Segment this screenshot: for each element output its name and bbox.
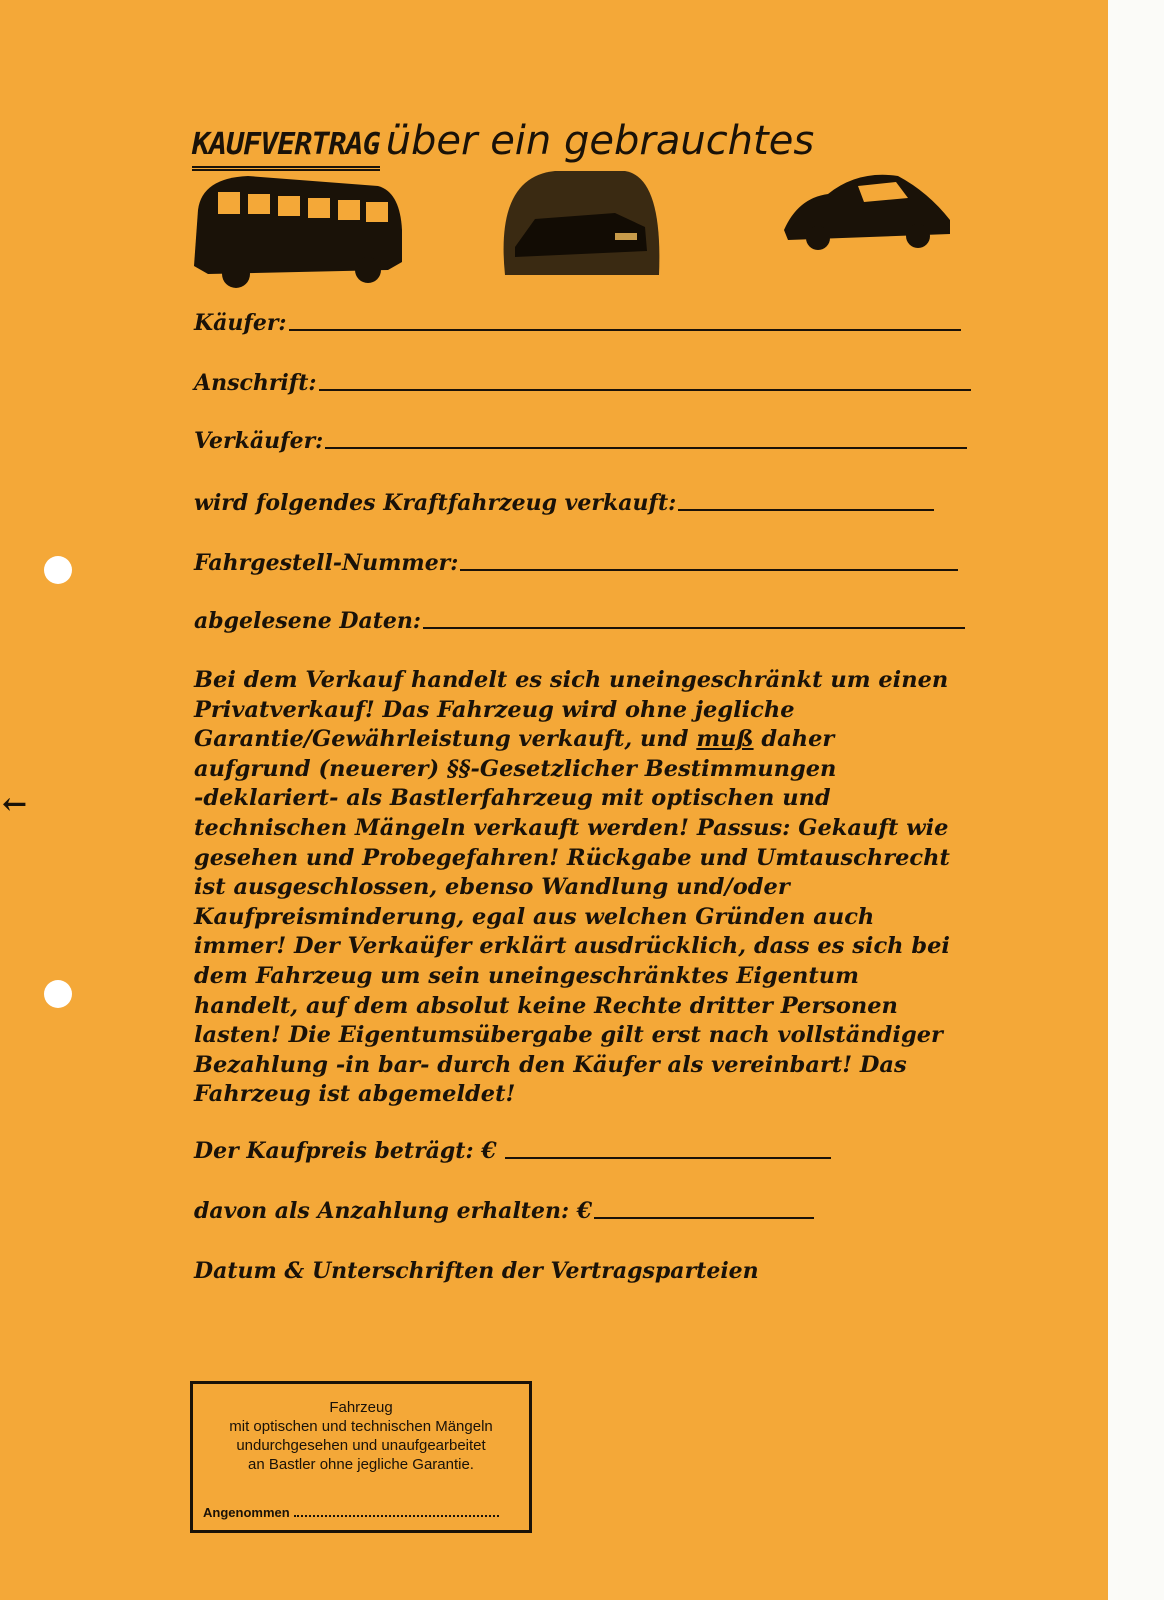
terms-line: Bei dem Verkauf handelt es sich uneingeschränkt um einen (194, 667, 949, 693)
disclaimer-stamp (190, 1381, 532, 1533)
accepted-label: Angenommen (203, 1505, 290, 1520)
terms-line: ist ausgeschlossen, ebenso Wandlung und/oder (194, 874, 790, 901)
punch-hole (44, 556, 72, 584)
read-data-input-line[interactable] (423, 626, 965, 629)
vehicle-field[interactable] (194, 490, 934, 516)
address-input-line[interactable] (319, 388, 971, 391)
terms-line: lasten! Die Eigentumsübergabe gilt erst nach vollständiger (194, 1022, 943, 1049)
deposit-field[interactable] (194, 1198, 814, 1224)
address-field[interactable] (194, 370, 971, 396)
terms-line-text: daher (761, 726, 835, 753)
terms-line: handelt, auf dem absolut keine Rechte dritter Personen (194, 992, 898, 1019)
field-label: Anschrift: (194, 370, 317, 396)
read-data-field[interactable] (194, 608, 965, 634)
chassis-number-field[interactable] (194, 550, 958, 576)
accepted-signature-line[interactable] (294, 1515, 499, 1517)
punch-hole (44, 980, 72, 1008)
stamp-line: Fahrzeug (329, 1399, 393, 1416)
terms-line: Fahrzeug ist abgemeldet! (194, 1081, 516, 1108)
terms-line: dem Fahrzeug um sein uneingeschränktes Eigentum (194, 962, 859, 989)
terms-line: aufgrund (neuerer) §§-Gesetzlicher Bestimmungen (194, 755, 837, 782)
stamp-line: an Bastler ohne jegliche Garantie. (248, 1456, 474, 1473)
buyer-input-line[interactable] (289, 328, 961, 331)
terms-line: Bezahlung -in bar- durch den Käufer als vereinbart! Das (194, 1051, 907, 1078)
terms-line (194, 725, 950, 755)
title-brand: KAUFVERTRAG (192, 127, 380, 171)
underlined-word: muß (696, 726, 754, 753)
margin-arrow: ← (2, 787, 28, 822)
stamp-line: undurchgesehen und unaufgearbeitet (236, 1437, 486, 1454)
field-label: Fahrgestell-Nummer: (194, 550, 459, 576)
field-label: wird folgendes Kraftfahrzeug verkauft: (194, 490, 677, 516)
sedan-photo-image (495, 167, 665, 277)
title-rest: über ein gebrauchtes (385, 118, 815, 164)
chassis-input-line[interactable] (460, 568, 958, 571)
terms-line: gesehen und Probegefahren! Rückgabe und Umtauschrecht (194, 844, 950, 871)
field-label: Käufer: (194, 310, 287, 336)
field-label: abgelesene Daten: (194, 608, 422, 634)
seller-field[interactable] (194, 428, 967, 454)
price-field[interactable] (194, 1138, 831, 1164)
terms-line-text: Garantie/Gewährleistung verkauft, und (194, 726, 689, 753)
vw-beetle-image (778, 168, 956, 252)
terms-line: technischen Mängeln verkauft werden! Passus: Gekauft wie (194, 814, 949, 841)
vehicle-input-line[interactable] (678, 508, 934, 511)
terms-line: Kaufpreisminderung, egal aus welchen Gründen auch (194, 903, 875, 930)
vw-bus-image (188, 170, 410, 292)
price-input-line[interactable] (505, 1156, 831, 1159)
scan-edge (1108, 0, 1164, 1600)
document-title (192, 118, 814, 171)
terms-line: immer! Der Verkaüfer erklärt ausdrücklich, dass es sich bei (194, 933, 950, 960)
seller-input-line[interactable] (325, 446, 967, 449)
terms-line: -deklariert- als Bastlerfahrzeug mit optischen und (194, 785, 831, 812)
terms-line: Privatverkauf! Das Fahrzeug wird ohne jegliche (194, 696, 795, 723)
signatures-heading: Datum & Unterschriften der Vertragsparteien (194, 1258, 759, 1284)
stamp-line: mit optischen und technischen Mängeln (229, 1418, 493, 1435)
field-label: Verkäufer: (194, 428, 324, 454)
deposit-input-line[interactable] (594, 1216, 814, 1219)
accepted-field[interactable] (203, 1503, 499, 1522)
field-label: davon als Anzahlung erhalten: € (194, 1198, 593, 1224)
buyer-field[interactable] (194, 310, 961, 336)
field-label: Der Kaufpreis beträgt: € (194, 1138, 497, 1164)
contract-terms (194, 666, 950, 1110)
